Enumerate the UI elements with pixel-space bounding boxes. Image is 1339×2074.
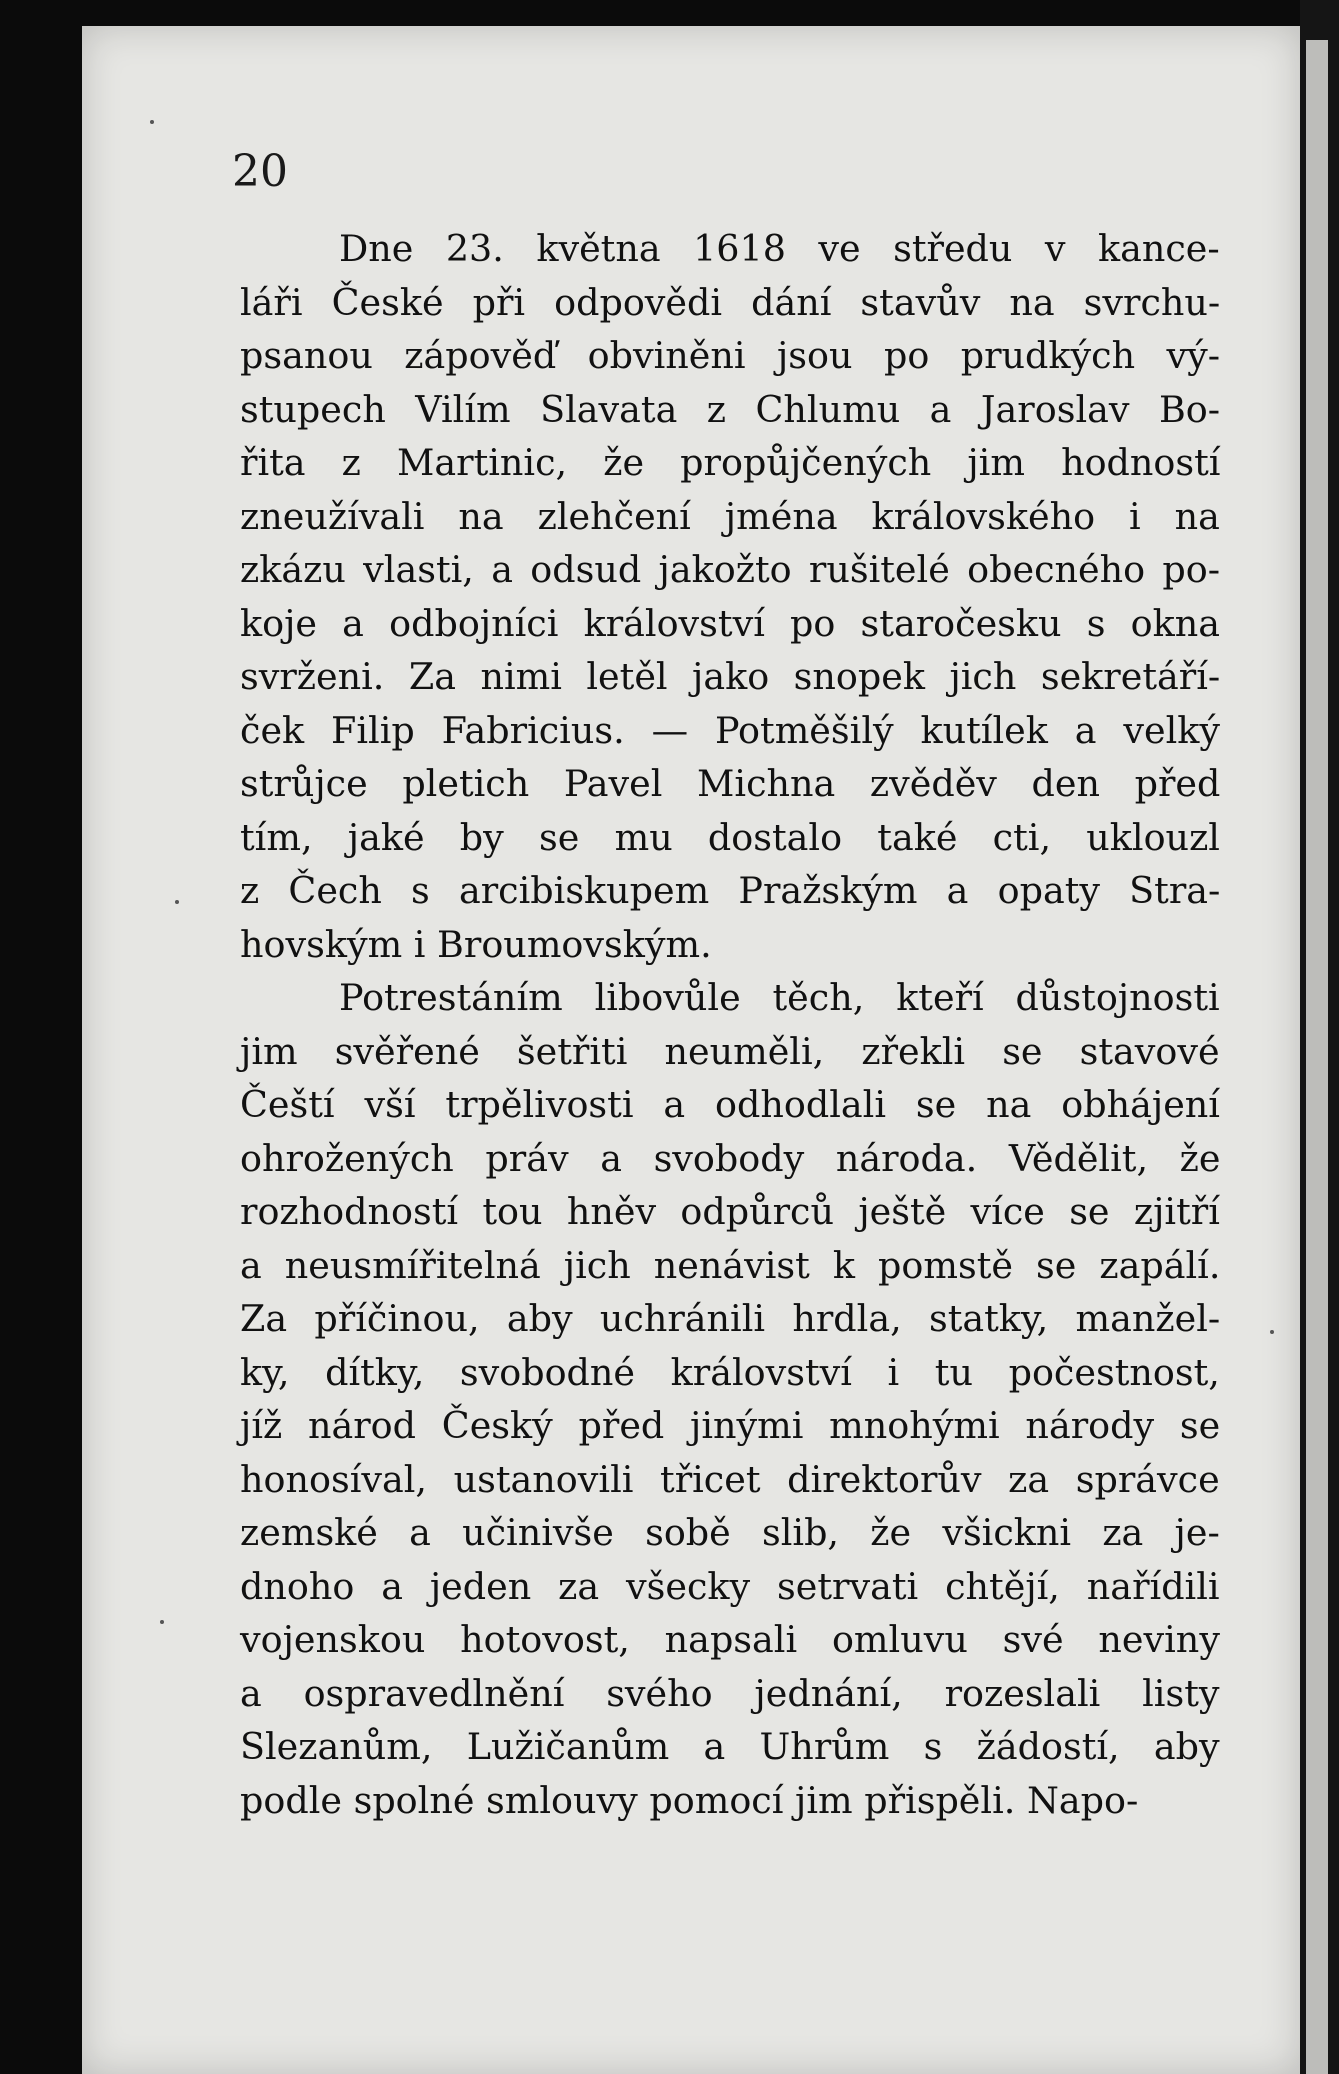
- scan-speck: [160, 1620, 164, 1624]
- text-line: a neusmířitelná jich nenávist k pomstě se zapálí.: [240, 1243, 1221, 1287]
- text-line: Potrestáním libovůle těch, kteří důstojnosti: [339, 976, 1220, 1019]
- page-number: 20: [232, 146, 288, 197]
- text-line: Za příčinou, aby uchránili hrdla, statky, manžel-: [240, 1297, 1221, 1340]
- text-line: stupech Vilím Slavata z Chlumu a Jaroslav Bo-: [240, 387, 1221, 431]
- text-line: vojenskou hotovost, napsali omluvu své neviny: [240, 1618, 1220, 1661]
- text-line: rozhodností tou hněv odpůrců ještě více se zjitří: [240, 1190, 1220, 1233]
- text-line: řita z Martinic, že propůjčených jim hodností: [240, 441, 1221, 484]
- scan-speck: [150, 120, 154, 124]
- text-line: zemské a učinivše sobě slib, že všickni za je-: [240, 1511, 1220, 1554]
- adjacent-page-edge: [1306, 40, 1328, 2074]
- text-line: jim svěřené šetřiti neuměli, zřekli se stavové: [240, 1029, 1220, 1073]
- text-line: láři České při odpovědi dání stavův na svrchu-: [240, 280, 1221, 324]
- text-line: z Čech s arcibiskupem Pražským a opaty Stra-: [240, 869, 1221, 912]
- text-line: Dne 23. května 1618 ve středu v kance-: [339, 227, 1220, 270]
- text-line: koje a odbojníci království po staročesku s okna: [240, 601, 1220, 645]
- text-line: psanou zápověď obviněni jsou po prudkých vý-: [240, 334, 1221, 377]
- text-line: zneužívali na zlehčení jména královského i na: [240, 494, 1220, 538]
- text-line: strůjce pletich Pavel Michna zvěděv den před: [240, 762, 1221, 805]
- text-line: honosíval, ustanovili třicet direktorův za správce: [240, 1457, 1220, 1501]
- text-line: hovským i Broumovským.: [240, 922, 712, 966]
- text-line: Slezanům, Lužičanům a Uhrům s žádostí, aby: [240, 1725, 1220, 1768]
- text-line: a ospravedlnění svého jednání, rozeslali listy: [240, 1671, 1220, 1715]
- text-line: podle spolné smlouvy pomocí jim přispěli. Napo-: [240, 1778, 1139, 1822]
- scan-speck: [1270, 1330, 1274, 1334]
- scan-speck: [175, 900, 179, 904]
- text-line: ky, dítky, svobodné království i tu počestnost,: [240, 1350, 1220, 1394]
- body-text: [240, 222, 1220, 1827]
- text-line: jíž národ Český před jinými mnohými národy se: [240, 1404, 1221, 1447]
- text-line: ček Filip Fabricius. — Potměšilý kutílek a velký: [240, 708, 1221, 752]
- text-line: svrženi. Za nimi letěl jako snopek jich sekretáří-: [240, 655, 1221, 698]
- text-line: dnoho a jeden za všecky setrvati chtějí, nařídili: [240, 1564, 1220, 1608]
- text-line: tím, jaké by se mu dostalo také cti, uklouzl: [240, 815, 1220, 859]
- text-line: zkázu vlasti, a odsud jakožto rušitelé obecného po-: [240, 548, 1221, 591]
- text-line: Čeští vší trpělivosti a odhodlali se na obhájení: [240, 1083, 1220, 1126]
- text-line: ohrožených práv a svobody národa. Vědělit, že: [240, 1136, 1221, 1180]
